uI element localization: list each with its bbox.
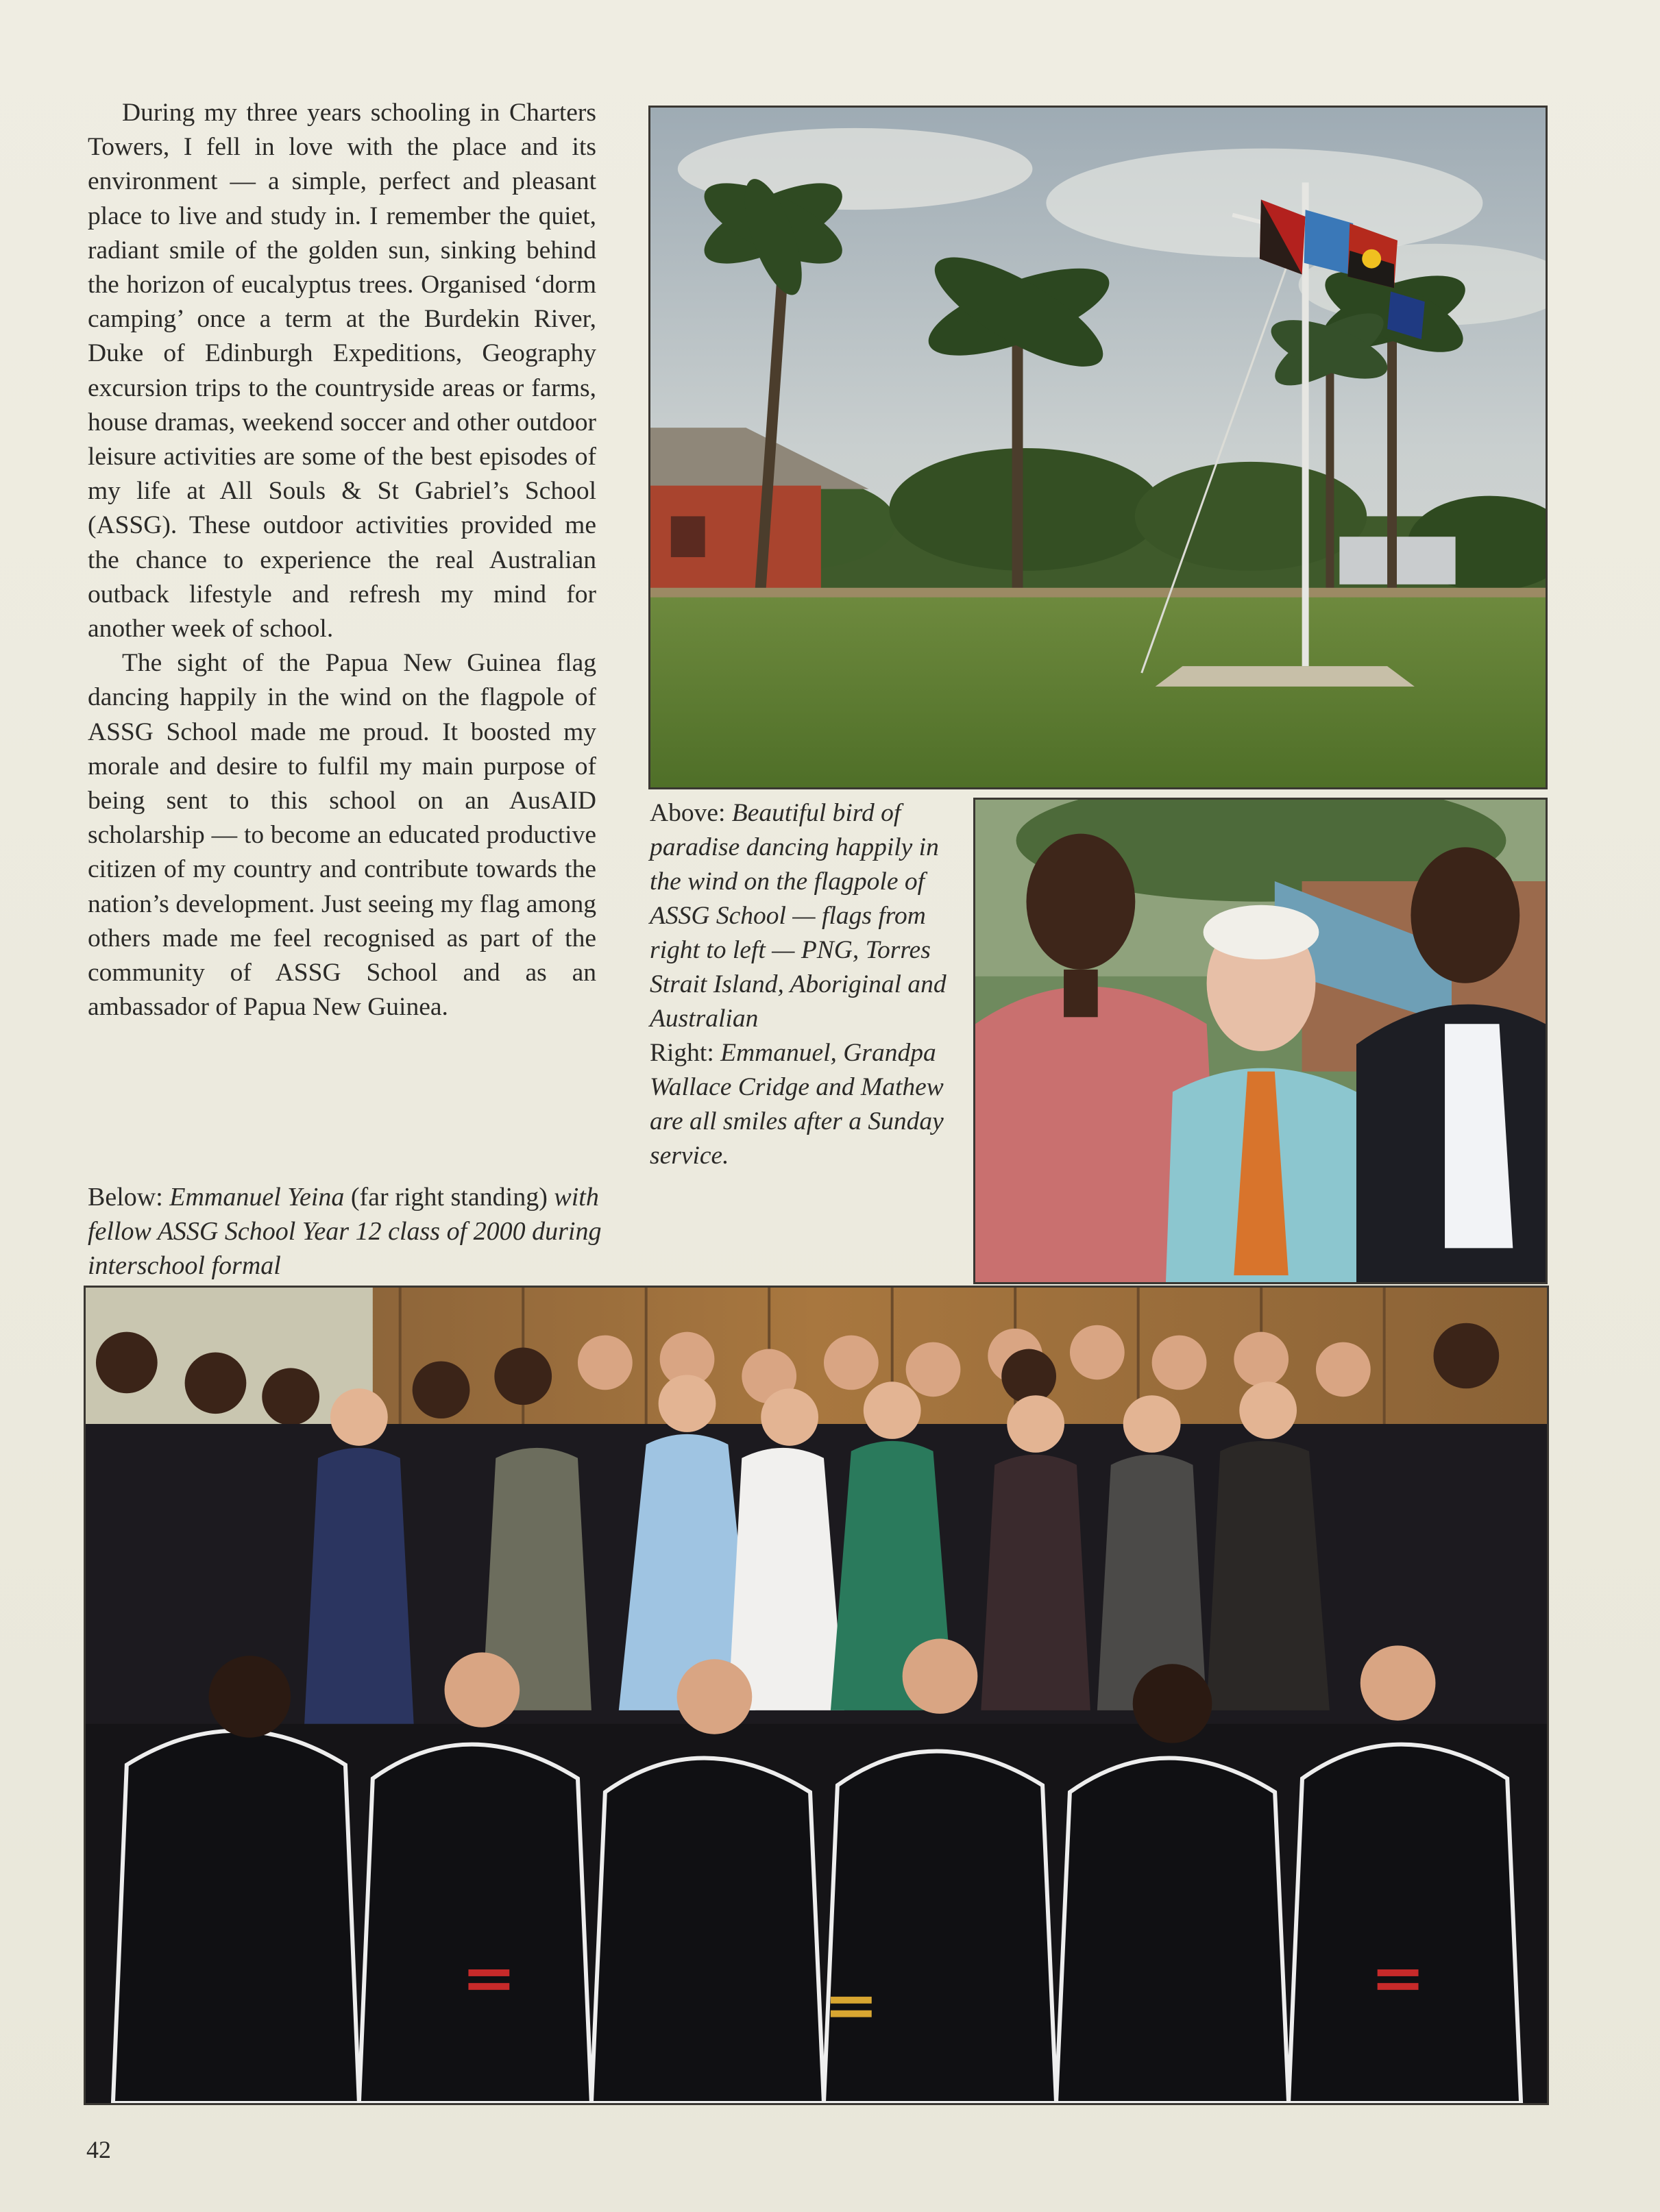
page-number: 42 xyxy=(86,2136,111,2163)
flagpole-photo xyxy=(648,106,1548,789)
article-paragraph-1: During my three years schooling in Charters Towers, I fell in love with the place and its environment — a simple, perfect and pleasant place to live and study in. I remember the quiet, radiant smile of the golden sun, sinking behind the horizon of eucalyptus trees. Organised ‘dorm camping’ once a term at the Burdekin River, Duke of Edinburgh Expeditions, Geography excursion trips to the countryside areas or farms, house dramas, weekend soccer and other outdoor leisure activities are some of the best episodes of my life at All Souls & St Gabriel’s School (ASSG). These outdoor activities provided me the chance to experience the real Australian outback lifestyle and refresh my mind for another week of school. xyxy=(88,99,596,643)
below-caption xyxy=(88,1180,609,1283)
right-caption-label: Right: xyxy=(650,1039,714,1067)
above-caption-label: Above: xyxy=(650,799,726,827)
class-photo xyxy=(84,1286,1549,2105)
right-caption-text: Emmanuel, Grandpa Wallace Cridge and Mathew are all smiles after a Sunday service. xyxy=(650,1039,944,1170)
below-caption-text: with fellow ASSG School Year 12 class of 2000 during interschool formal xyxy=(88,1183,602,1280)
below-caption-label: Below: xyxy=(88,1183,163,1212)
below-caption-plain: (far right standing) xyxy=(350,1183,548,1212)
above-caption xyxy=(650,796,951,1036)
side-caption xyxy=(650,796,951,1173)
above-caption-text: Beautiful bird of paradise dancing happily in the wind on the flagpole of ASSG School — flags from right to left — PNG, Torres Strait Island, Aboriginal and Australian xyxy=(650,799,947,1033)
article-body xyxy=(88,96,596,1024)
article-paragraph-2: The sight of the Papua New Guinea flag dancing happily in the wind on the flagpole of ASSG School made me proud. It boosted my morale and desire to fulfil my main purpose of being sent to this school on an AusAID scholarship — to become an educated productive citizen of my country and contribute towards the nation’s development. Just seeing my flag among others made me feel recognised as part of the community of ASSG School and as an ambassador of Papua New Guinea. xyxy=(88,649,596,1022)
right-caption xyxy=(650,1036,951,1173)
below-caption-name: Emmanuel Yeina xyxy=(169,1183,345,1212)
trio-photo xyxy=(973,798,1548,1284)
